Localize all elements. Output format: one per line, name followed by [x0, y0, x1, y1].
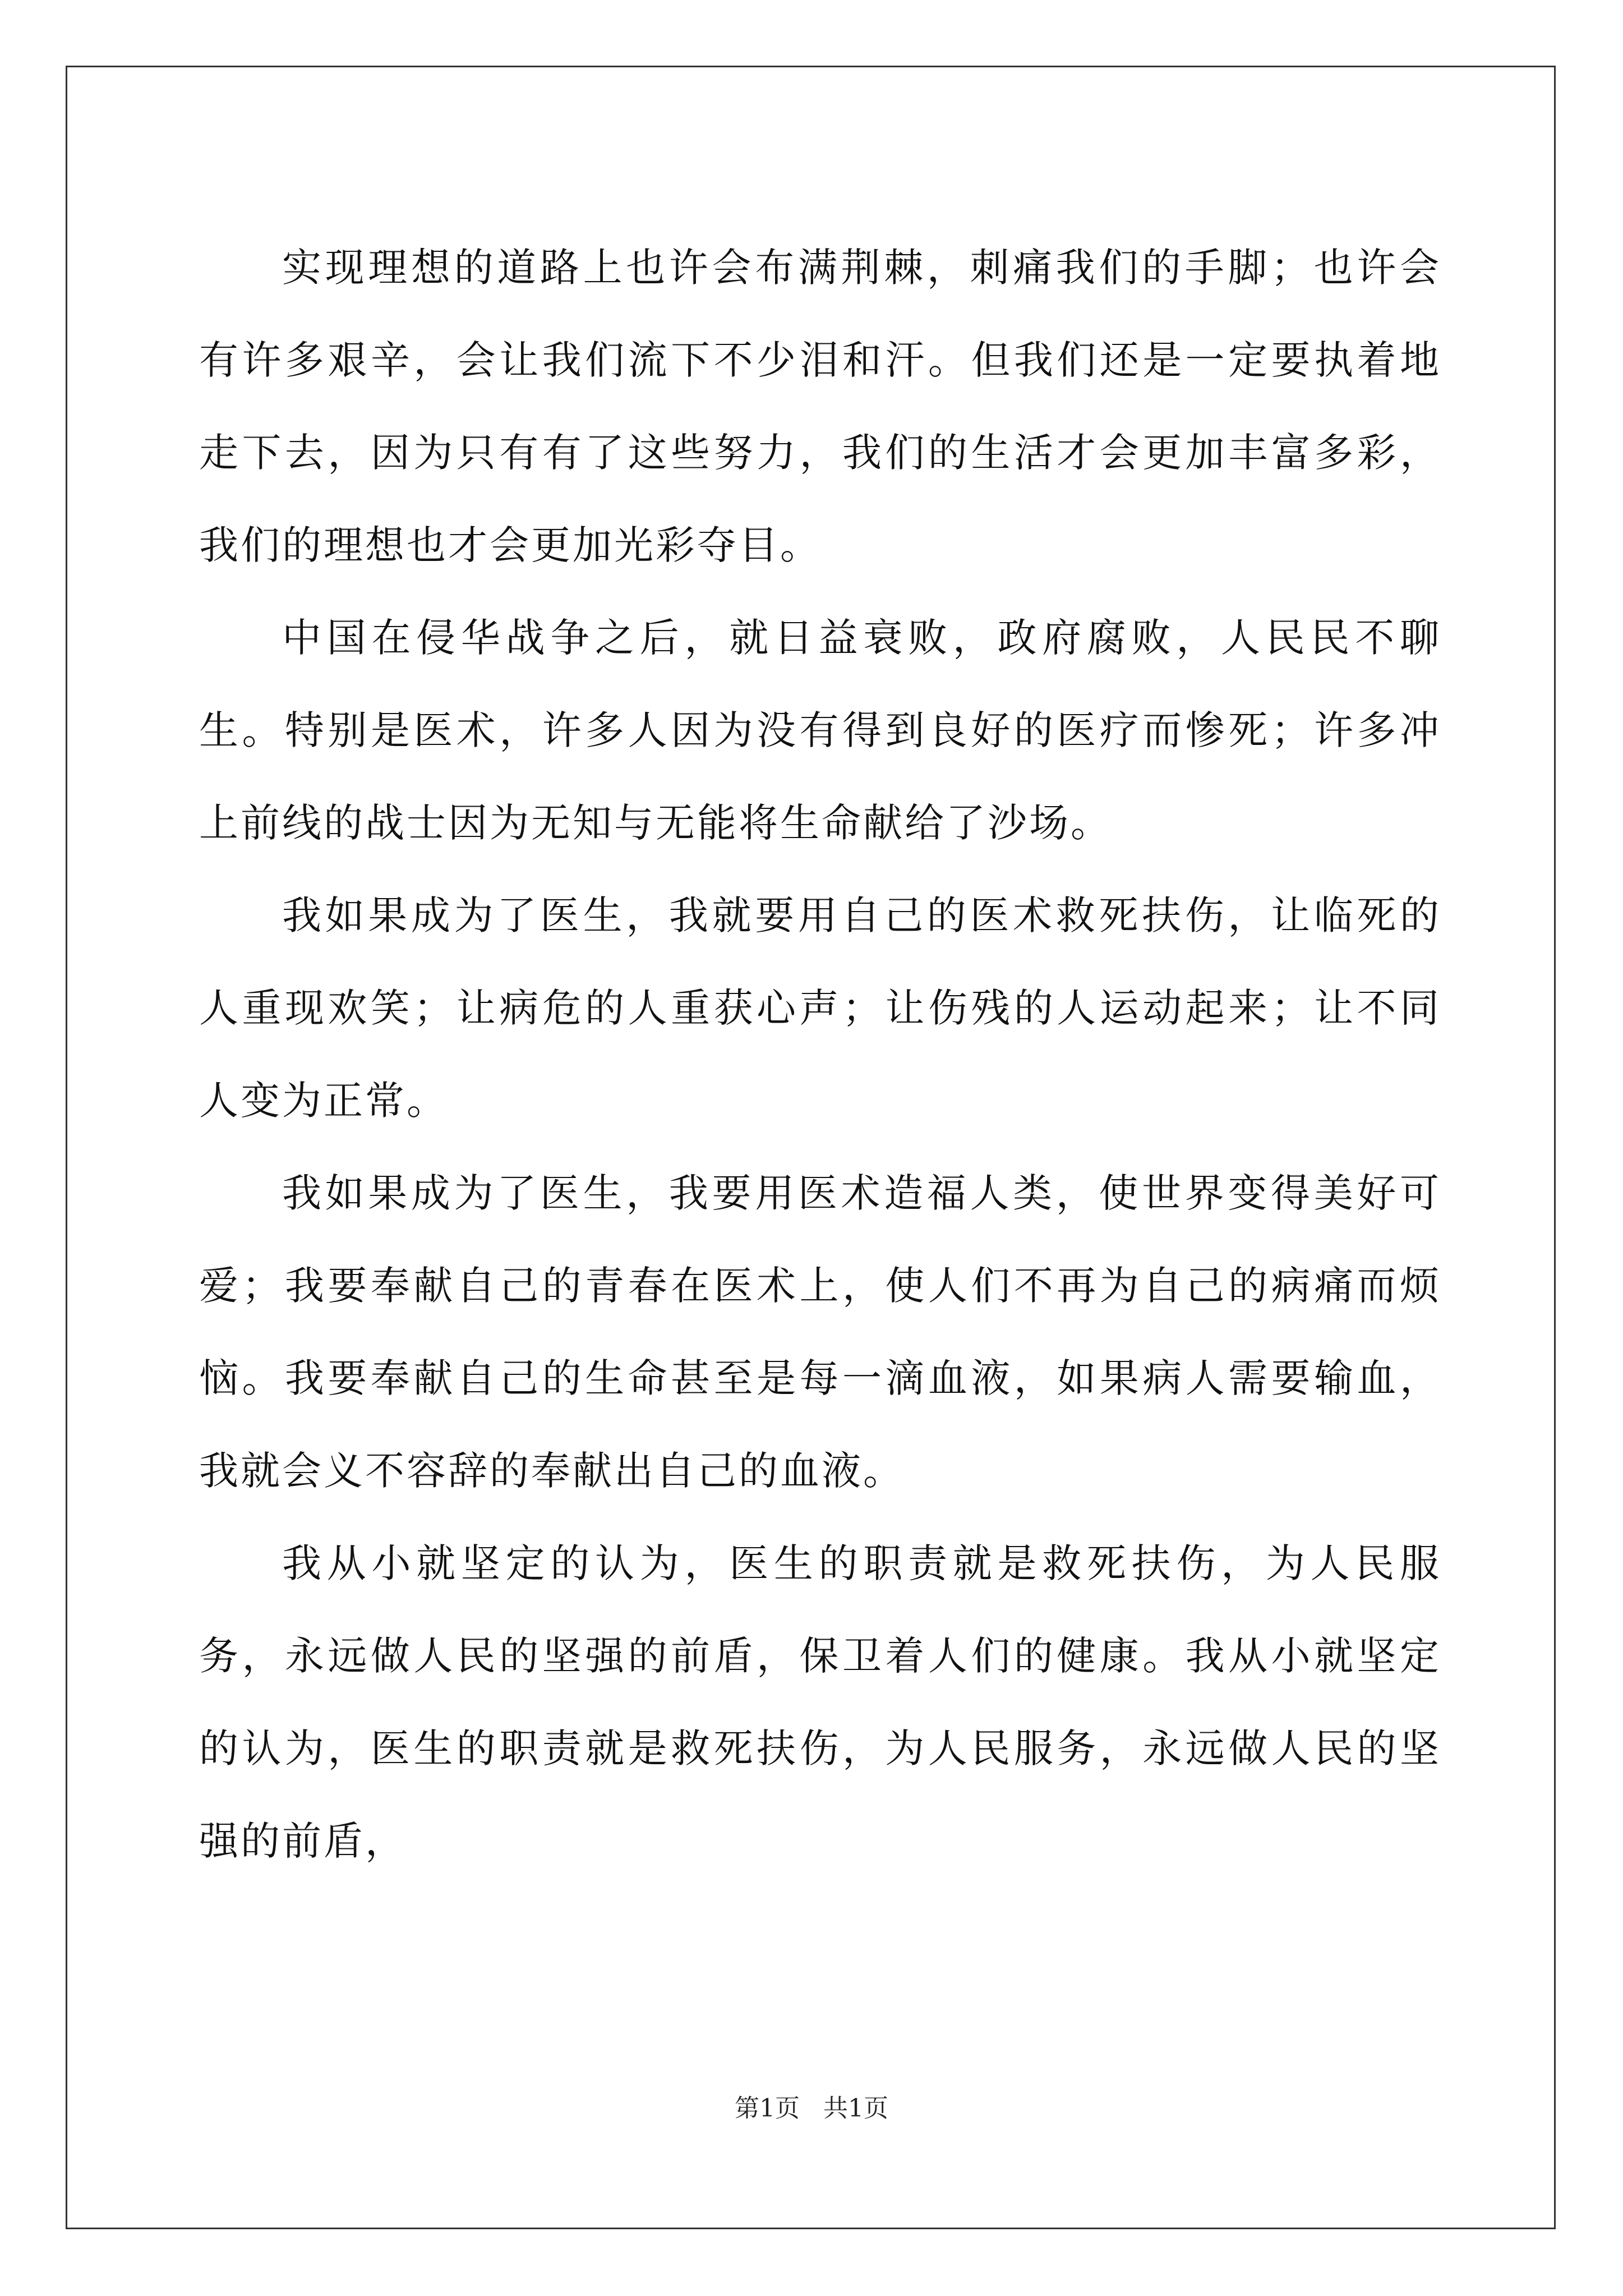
page-footer: 第1页 共1页 — [735, 2094, 888, 2123]
paragraph-3: 我如果成为了医生，我就要用自己的医术救死扶伤，让临死的人重现欢笑；让病危的人重获心声；让伤残的人运动起来；让不同人变为正常。 — [199, 892, 1441, 1124]
document-body — [199, 222, 1441, 1888]
paragraph-4: 我如果成为了医生，我要用医术造福人类，使世界变得美好可爱；我要奉献自己的青春在医术上，使人们不再为自己的病痛而烦恼。我要奉献自己的生命甚至是每一滴血液，如果病人需要输血，我就会义不容辞的奉献出自己的血液。 — [199, 1170, 1441, 1494]
paragraph-2: 中国在侵华战争之后，就日益衰败，政府腐败，人民民不聊生。特别是医术，许多人因为没有得到良好的医疗而惨死；许多冲上前线的战士因为无知与无能将生命献给了沙场。 — [199, 615, 1441, 846]
paragraph-5: 我从小就坚定的认为，医生的职责就是救死扶伤，为人民服务，永远做人民的坚强的前盾，保卫着人们的健康。我从小就坚定的认为，医生的职责就是救死扶伤，为人民服务，永远做人民的坚强的前盾， — [199, 1540, 1441, 1864]
paragraph-1: 实现理想的道路上也许会布满荆棘，刺痛我们的手脚；也许会有许多艰辛，会让我们流下不少泪和汗。但我们还是一定要执着地走下去，因为只有有了这些努力，我们的生活才会更加丰富多彩，我们的理想也才会更加光彩夺目。 — [199, 245, 1441, 568]
